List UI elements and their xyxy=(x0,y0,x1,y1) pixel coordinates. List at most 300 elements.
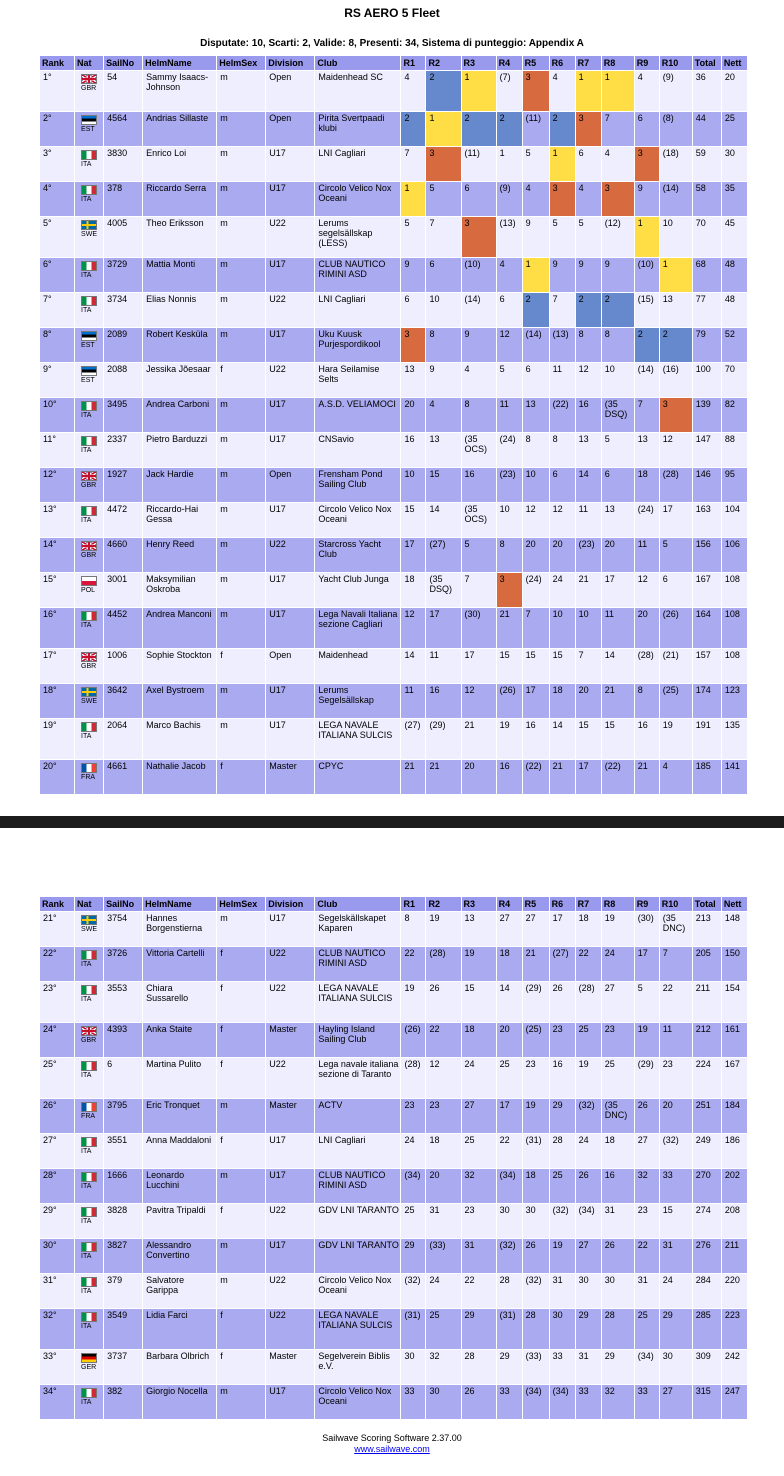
table-row xyxy=(40,1134,747,1168)
table-row xyxy=(40,1204,747,1238)
race-2-score-cell: (35 DSQ) xyxy=(426,573,460,607)
race-10-score-cell: 30 xyxy=(660,1350,692,1384)
race-9-score-cell: 7 xyxy=(635,398,659,432)
nation-cell xyxy=(75,112,103,146)
race-5-score-cell: (31) xyxy=(523,1134,549,1168)
nation-cell xyxy=(75,1204,103,1238)
race-3-score-cell: 13 xyxy=(462,912,496,946)
column-header-rank: Rank xyxy=(40,56,74,70)
flag-ita-icon xyxy=(81,1277,97,1287)
column-header-r9: R9 xyxy=(635,897,659,911)
helm-name-cell: Pietro Barduzzi xyxy=(143,433,216,467)
flag-swe-icon xyxy=(81,220,97,230)
division-cell: Open xyxy=(266,649,314,683)
total-cell: 44 xyxy=(693,112,721,146)
helm-sex-cell: m xyxy=(217,684,265,718)
total-cell: 174 xyxy=(693,684,721,718)
rank-cell: 13° xyxy=(40,503,74,537)
race-6-score-cell: (27) xyxy=(550,947,575,981)
race-7-score-cell: (32) xyxy=(576,1099,601,1133)
footer-software-text: Sailwave Scoring Software 2.37.00 xyxy=(322,1433,462,1443)
rank-cell: 19° xyxy=(40,719,74,759)
race-7-score-cell: 13 xyxy=(576,433,601,467)
race-10-score-cell: 23 xyxy=(660,1058,692,1098)
nett-cell: 48 xyxy=(722,293,747,327)
race-10-score-cell: 29 xyxy=(660,1309,692,1349)
total-cell: 309 xyxy=(693,1350,721,1384)
race-4-score-cell: 6 xyxy=(497,293,522,327)
helm-name-cell: Sammy Isaacs-Johnson xyxy=(143,71,216,111)
nation-cell xyxy=(75,182,103,216)
club-cell: Segelskällskapet Kaparen xyxy=(315,912,400,946)
race-2-score-cell: 19 xyxy=(426,912,460,946)
total-cell: 251 xyxy=(693,1099,721,1133)
table-row xyxy=(40,1274,747,1308)
sailwave-link[interactable]: www.sailwave.com xyxy=(354,1444,430,1454)
helm-sex-cell: m xyxy=(217,468,265,502)
flag-ita-icon xyxy=(81,1172,97,1182)
sail-number-cell: 2088 xyxy=(104,363,142,397)
race-8-score-cell: (22) xyxy=(602,760,634,794)
race-4-score-cell: (24) xyxy=(497,433,522,467)
race-3-score-cell: 27 xyxy=(462,1099,496,1133)
rank-cell: 2° xyxy=(40,112,74,146)
total-cell: 100 xyxy=(693,363,721,397)
race-10-score-cell: (28) xyxy=(660,468,692,502)
race-3-score-cell: 32 xyxy=(462,1169,496,1203)
sail-number-cell: 3734 xyxy=(104,293,142,327)
nation-code: SWE xyxy=(81,926,97,933)
race-6-score-cell: 15 xyxy=(550,649,575,683)
race-4-score-cell: 28 xyxy=(497,1274,522,1308)
table-row xyxy=(40,982,747,1022)
flag-gbr-icon xyxy=(81,471,97,481)
table-row xyxy=(40,719,747,759)
nation-cell xyxy=(75,1099,103,1133)
race-7-score-cell: 26 xyxy=(576,1169,601,1203)
race-6-score-cell: 19 xyxy=(550,1239,575,1273)
sail-number-cell: 3754 xyxy=(104,912,142,946)
race-9-score-cell: 12 xyxy=(635,573,659,607)
race-10-score-cell: 19 xyxy=(660,719,692,759)
race-9-score-cell: 33 xyxy=(635,1385,659,1419)
helm-name-cell: Nathalie Jacob xyxy=(143,760,216,794)
race-10-score-cell: (16) xyxy=(660,363,692,397)
sail-number-cell: 378 xyxy=(104,182,142,216)
column-header-sailno: SailNo xyxy=(104,56,142,70)
race-2-score-cell: 2 xyxy=(426,71,460,111)
nation-cell xyxy=(75,1309,103,1349)
helm-name-cell: Marco Bachis xyxy=(143,719,216,759)
flag-ita-icon xyxy=(81,185,97,195)
rank-cell: 6° xyxy=(40,258,74,292)
race-6-score-cell: 18 xyxy=(550,684,575,718)
race-1-score-cell: (32) xyxy=(401,1274,425,1308)
race-2-score-cell: 18 xyxy=(426,1134,460,1168)
race-10-score-cell: 31 xyxy=(660,1239,692,1273)
helm-name-cell: Hannes Borgenstierna xyxy=(143,912,216,946)
race-10-score-cell: 33 xyxy=(660,1169,692,1203)
column-header-helmsex: HelmSex xyxy=(217,897,265,911)
column-header-club: Club xyxy=(315,56,400,70)
nett-cell: 186 xyxy=(722,1134,747,1168)
total-cell: 164 xyxy=(693,608,721,648)
race-4-score-cell: 2 xyxy=(497,112,522,146)
column-header-helmname: HelmName xyxy=(143,897,216,911)
division-cell: U17 xyxy=(266,684,314,718)
division-cell: U17 xyxy=(266,608,314,648)
nation-code: FRA xyxy=(81,1113,96,1120)
total-cell: 156 xyxy=(693,538,721,572)
column-header-nat: Nat xyxy=(75,897,103,911)
race-6-score-cell: 1 xyxy=(550,147,575,181)
total-cell: 139 xyxy=(693,398,721,432)
club-cell: Pirita Svertpaadi klubi xyxy=(315,112,400,146)
nett-cell: 35 xyxy=(722,182,747,216)
race-5-score-cell: (24) xyxy=(523,573,549,607)
flag-ita-icon xyxy=(81,401,97,411)
table-row xyxy=(40,398,747,432)
race-2-score-cell: 7 xyxy=(426,217,460,257)
nation-cell xyxy=(75,760,103,794)
helm-sex-cell: f xyxy=(217,649,265,683)
race-10-score-cell: 4 xyxy=(660,760,692,794)
race-3-score-cell: 17 xyxy=(462,649,496,683)
table-row xyxy=(40,112,747,146)
race-10-score-cell: 15 xyxy=(660,1204,692,1238)
race-8-score-cell: 1 xyxy=(602,71,634,111)
helm-name-cell: Giorgio Nocella xyxy=(143,1385,216,1419)
helm-name-cell: Riccardo-Hai Gessa xyxy=(143,503,216,537)
race-8-score-cell: 24 xyxy=(602,947,634,981)
table-row xyxy=(40,573,747,607)
race-5-score-cell: 20 xyxy=(523,538,549,572)
race-9-score-cell: 13 xyxy=(635,433,659,467)
helm-sex-cell: m xyxy=(217,258,265,292)
club-cell: CLUB NAUTICO RIMINI ASD xyxy=(315,1169,400,1203)
race-3-score-cell: 28 xyxy=(462,1350,496,1384)
sail-number-cell: 3495 xyxy=(104,398,142,432)
helm-sex-cell: m xyxy=(217,398,265,432)
flag-ita-icon xyxy=(81,950,97,960)
column-header-r2: R2 xyxy=(426,56,460,70)
helm-sex-cell: m xyxy=(217,1385,265,1419)
rank-cell: 5° xyxy=(40,217,74,257)
total-cell: 146 xyxy=(693,468,721,502)
race-2-score-cell: (27) xyxy=(426,538,460,572)
race-1-score-cell: 8 xyxy=(401,912,425,946)
sail-number-cell: 3553 xyxy=(104,982,142,1022)
sail-number-cell: 2337 xyxy=(104,433,142,467)
helm-sex-cell: m xyxy=(217,71,265,111)
nation-cell xyxy=(75,503,103,537)
club-cell: CNSavio xyxy=(315,433,400,467)
race-9-score-cell: 27 xyxy=(635,1134,659,1168)
total-cell: 185 xyxy=(693,760,721,794)
helm-sex-cell: m xyxy=(217,503,265,537)
nett-cell: 161 xyxy=(722,1023,747,1057)
column-header-r7: R7 xyxy=(576,897,601,911)
table-row xyxy=(40,912,747,946)
race-6-score-cell: 5 xyxy=(550,217,575,257)
flag-ita-icon xyxy=(81,1137,97,1147)
table-row xyxy=(40,1350,747,1384)
race-10-score-cell: (26) xyxy=(660,608,692,648)
total-cell: 70 xyxy=(693,217,721,257)
total-cell: 167 xyxy=(693,573,721,607)
club-cell: CLUB NAUTICO RIMINI ASD xyxy=(315,258,400,292)
race-7-score-cell: (28) xyxy=(576,982,601,1022)
race-6-score-cell: 31 xyxy=(550,1274,575,1308)
sail-number-cell: 3830 xyxy=(104,147,142,181)
race-5-score-cell: (14) xyxy=(523,328,549,362)
race-9-score-cell: 23 xyxy=(635,1204,659,1238)
race-2-score-cell: (29) xyxy=(426,719,460,759)
race-6-score-cell: 6 xyxy=(550,468,575,502)
race-7-score-cell: 11 xyxy=(576,503,601,537)
flag-ita-icon xyxy=(81,261,97,271)
rank-cell: 31° xyxy=(40,1274,74,1308)
race-8-score-cell: 13 xyxy=(602,503,634,537)
race-10-score-cell: (14) xyxy=(660,182,692,216)
nation-code: ITA xyxy=(81,307,92,314)
sail-number-cell: 1666 xyxy=(104,1169,142,1203)
race-9-score-cell: 11 xyxy=(635,538,659,572)
nation-code: ITA xyxy=(81,1148,92,1155)
column-header-r3: R3 xyxy=(462,897,496,911)
race-8-score-cell: (35 DSQ) xyxy=(602,398,634,432)
nation-cell xyxy=(75,1239,103,1273)
total-cell: 284 xyxy=(693,1274,721,1308)
helm-sex-cell: m xyxy=(217,217,265,257)
nation-code: ITA xyxy=(81,622,92,629)
nett-cell: 20 xyxy=(722,71,747,111)
total-cell: 36 xyxy=(693,71,721,111)
club-cell: Lerums segelsällskap (LESS) xyxy=(315,217,400,257)
race-4-score-cell: 19 xyxy=(497,719,522,759)
race-8-score-cell: 18 xyxy=(602,1134,634,1168)
club-cell: Hara Seilamise Selts xyxy=(315,363,400,397)
race-6-score-cell: 10 xyxy=(550,608,575,648)
club-cell: LNI Cagliari xyxy=(315,1134,400,1168)
rank-cell: 26° xyxy=(40,1099,74,1133)
rank-cell: 27° xyxy=(40,1134,74,1168)
helm-name-cell: Henry Reed xyxy=(143,538,216,572)
race-7-score-cell: 2 xyxy=(576,293,601,327)
table-row xyxy=(40,1058,747,1098)
nett-cell: 45 xyxy=(722,217,747,257)
race-6-score-cell: 28 xyxy=(550,1134,575,1168)
division-cell: U17 xyxy=(266,182,314,216)
race-2-score-cell: (28) xyxy=(426,947,460,981)
race-3-score-cell: 26 xyxy=(462,1385,496,1419)
helm-name-cell: Riccardo Serra xyxy=(143,182,216,216)
club-cell: Uku Kuusk Purjespordikool xyxy=(315,328,400,362)
race-8-score-cell: 14 xyxy=(602,649,634,683)
race-4-score-cell: 20 xyxy=(497,1023,522,1057)
division-cell: Master xyxy=(266,760,314,794)
helm-name-cell: Andrias Sillaste xyxy=(143,112,216,146)
race-1-score-cell: 29 xyxy=(401,1239,425,1273)
race-3-score-cell: 8 xyxy=(462,398,496,432)
table-row xyxy=(40,433,747,467)
helm-name-cell: Axel Bystroem xyxy=(143,684,216,718)
club-cell: Lega navale italiana sezione di Taranto xyxy=(315,1058,400,1098)
nation-code: SWE xyxy=(81,231,97,238)
race-8-score-cell: 29 xyxy=(602,1350,634,1384)
column-header-nett: Nett xyxy=(722,897,747,911)
race-7-score-cell: 10 xyxy=(576,608,601,648)
race-1-score-cell: 14 xyxy=(401,649,425,683)
race-1-score-cell: 7 xyxy=(401,147,425,181)
club-cell: Frensham Pond Sailing Club xyxy=(315,468,400,502)
nation-code: ITA xyxy=(81,1288,92,1295)
flag-ita-icon xyxy=(81,1312,97,1322)
nation-code: ITA xyxy=(81,447,92,454)
sail-number-cell: 2064 xyxy=(104,719,142,759)
nation-code: SWE xyxy=(81,698,97,705)
nation-code: ITA xyxy=(81,412,92,419)
nett-cell: 123 xyxy=(722,684,747,718)
race-5-score-cell: (25) xyxy=(523,1023,549,1057)
nation-code: ITA xyxy=(81,1399,92,1406)
column-header-division: Division xyxy=(266,56,314,70)
helm-name-cell: Andrea Carboni xyxy=(143,398,216,432)
division-cell: U17 xyxy=(266,503,314,537)
helm-name-cell: Theo Eriksson xyxy=(143,217,216,257)
table-row xyxy=(40,608,747,648)
column-header-r1: R1 xyxy=(401,56,425,70)
race-9-score-cell: 18 xyxy=(635,468,659,502)
race-2-score-cell: 3 xyxy=(426,147,460,181)
nation-cell xyxy=(75,912,103,946)
race-1-score-cell: 21 xyxy=(401,760,425,794)
nett-cell: 154 xyxy=(722,982,747,1022)
sail-number-cell: 54 xyxy=(104,71,142,111)
division-cell: U22 xyxy=(266,1309,314,1349)
race-10-score-cell: 1 xyxy=(660,258,692,292)
race-5-score-cell: (22) xyxy=(523,760,549,794)
helm-name-cell: Eric Tronquet xyxy=(143,1099,216,1133)
results-table-page-1 xyxy=(39,55,748,795)
race-7-score-cell: 5 xyxy=(576,217,601,257)
nett-cell: 95 xyxy=(722,468,747,502)
total-cell: 249 xyxy=(693,1134,721,1168)
nation-code: EST xyxy=(81,377,95,384)
nation-code: GER xyxy=(81,1364,97,1371)
nation-code: POL xyxy=(81,587,96,594)
column-header-r10: R10 xyxy=(660,897,692,911)
column-header-sailno: SailNo xyxy=(104,897,142,911)
nation-cell xyxy=(75,71,103,111)
flag-ita-icon xyxy=(81,436,97,446)
table-row xyxy=(40,217,747,257)
race-5-score-cell: 6 xyxy=(523,363,549,397)
nation-cell xyxy=(75,982,103,1022)
race-8-score-cell: 6 xyxy=(602,468,634,502)
nation-cell xyxy=(75,147,103,181)
table-row xyxy=(40,1239,747,1273)
sail-number-cell: 4005 xyxy=(104,217,142,257)
race-6-score-cell: 4 xyxy=(550,71,575,111)
race-8-score-cell: 4 xyxy=(602,147,634,181)
flag-ita-icon xyxy=(81,1242,97,1252)
race-3-score-cell: 31 xyxy=(462,1239,496,1273)
club-cell: LEGA NAVALE ITALIANA SULCIS xyxy=(315,982,400,1022)
race-2-score-cell: 13 xyxy=(426,433,460,467)
race-1-score-cell: 19 xyxy=(401,982,425,1022)
nation-code: ITA xyxy=(81,196,92,203)
race-8-score-cell: 27 xyxy=(602,982,634,1022)
nation-code: ITA xyxy=(81,733,92,740)
page-subtitle: Disputate: 10, Scarti: 2, Valide: 8, Presenti: 34, Sistema di punteggio: Appendix A xyxy=(200,38,584,49)
column-header-r8: R8 xyxy=(602,897,634,911)
race-3-score-cell: 3 xyxy=(462,217,496,257)
race-4-score-cell: 10 xyxy=(497,503,522,537)
race-5-score-cell: 3 xyxy=(523,71,549,111)
helm-name-cell: Maksymilian Oskroba xyxy=(143,573,216,607)
race-4-score-cell: 3 xyxy=(497,573,522,607)
race-4-score-cell: 8 xyxy=(497,538,522,572)
flag-ita-icon xyxy=(81,985,97,995)
race-10-score-cell: 13 xyxy=(660,293,692,327)
race-6-score-cell: 16 xyxy=(550,1058,575,1098)
nation-cell xyxy=(75,1274,103,1308)
helm-name-cell: Salvatore Garippa xyxy=(143,1274,216,1308)
race-8-score-cell: 23 xyxy=(602,1023,634,1057)
division-cell: Master xyxy=(266,1350,314,1384)
race-6-score-cell: 12 xyxy=(550,503,575,537)
helm-name-cell: Vittoria Cartelli xyxy=(143,947,216,981)
race-7-score-cell: 33 xyxy=(576,1385,601,1419)
race-7-score-cell: 18 xyxy=(576,912,601,946)
race-5-score-cell: 16 xyxy=(523,719,549,759)
race-5-score-cell: 21 xyxy=(523,947,549,981)
race-8-score-cell: 20 xyxy=(602,538,634,572)
nett-cell: 208 xyxy=(722,1204,747,1238)
race-8-score-cell: 7 xyxy=(602,112,634,146)
helm-name-cell: Andrea Manconi xyxy=(143,608,216,648)
table-row xyxy=(40,1023,747,1057)
division-cell: U17 xyxy=(266,912,314,946)
sail-number-cell: 3001 xyxy=(104,573,142,607)
helm-sex-cell: f xyxy=(217,1204,265,1238)
club-cell: Circolo Velico Nox Oceani xyxy=(315,1385,400,1419)
race-2-score-cell: 24 xyxy=(426,1274,460,1308)
club-cell: LEGA NAVALE ITALIANA SULCIS xyxy=(315,1309,400,1349)
race-2-score-cell: 5 xyxy=(426,182,460,216)
nation-code: GBR xyxy=(81,1037,97,1044)
total-cell: 59 xyxy=(693,147,721,181)
nett-cell: 150 xyxy=(722,947,747,981)
division-cell: U22 xyxy=(266,1204,314,1238)
rank-cell: 16° xyxy=(40,608,74,648)
club-cell: GDV LNI TARANTO xyxy=(315,1204,400,1238)
nation-code: ITA xyxy=(81,161,92,168)
column-header-rank: Rank xyxy=(40,897,74,911)
race-7-score-cell: (34) xyxy=(576,1204,601,1238)
race-7-score-cell: 14 xyxy=(576,468,601,502)
total-cell: 224 xyxy=(693,1058,721,1098)
flag-gbr-icon xyxy=(81,1026,97,1036)
flag-swe-icon xyxy=(81,687,97,697)
division-cell: U17 xyxy=(266,147,314,181)
race-1-score-cell: 17 xyxy=(401,538,425,572)
total-cell: 315 xyxy=(693,1385,721,1419)
sail-number-cell: 4564 xyxy=(104,112,142,146)
nation-code: ITA xyxy=(81,272,92,279)
race-2-score-cell: 4 xyxy=(426,398,460,432)
